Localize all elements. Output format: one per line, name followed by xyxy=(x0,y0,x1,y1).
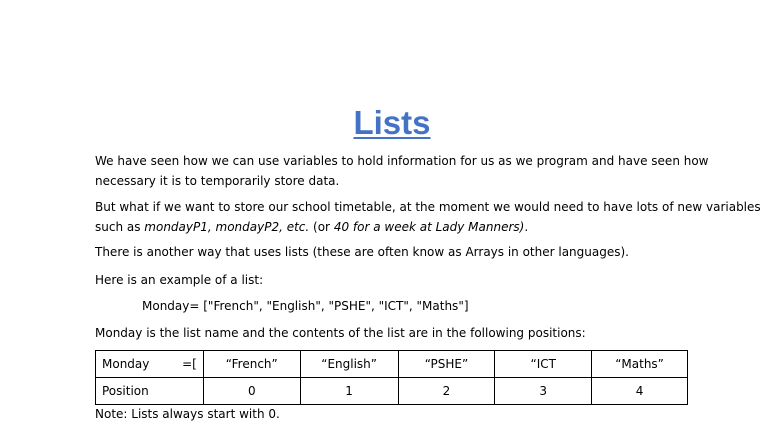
table-cell-position: 1 xyxy=(300,378,398,405)
timetable-paragraph xyxy=(95,197,761,237)
intro-paragraph xyxy=(95,151,709,191)
open-bracket: =[ xyxy=(182,357,197,371)
timetable-text-e: . xyxy=(524,220,529,234)
arrays-paragraph: There is another way that uses lists (these are often know as Arrays in other languages). xyxy=(95,245,629,259)
code-example: Monday= ["French", "English", "PSHE", "ICT", "Maths"] xyxy=(142,299,469,313)
table-cell-item: “English” xyxy=(300,351,398,378)
table-cell-position: 2 xyxy=(398,378,495,405)
table-cell-list-name xyxy=(96,351,204,378)
timetable-line-1: But what if we want to store our school timetable, at the moment we would need to have lots of new variables xyxy=(95,200,761,214)
list-positions-table xyxy=(95,350,688,405)
table-cell-item: “Maths” xyxy=(592,351,688,378)
positions-paragraph: Monday is the list name and the contents of the list are in the following positions: xyxy=(95,326,586,340)
table-row xyxy=(96,378,688,405)
table-cell-position: 4 xyxy=(592,378,688,405)
table-cell-position: 0 xyxy=(203,378,300,405)
timetable-text-c: (or xyxy=(309,220,334,234)
timetable-line-2 xyxy=(95,217,695,237)
intro-line-1: We have seen how we can use variables to hold information for us as we program and have seen how xyxy=(95,154,709,168)
page-title: Lists xyxy=(353,104,431,141)
list-name-label: Monday xyxy=(102,357,150,371)
position-label: Position xyxy=(96,378,204,405)
table-cell-position: 3 xyxy=(495,378,592,405)
note-text: Note: Lists always start with 0. xyxy=(95,407,280,421)
timetable-text-a: such as xyxy=(95,220,145,234)
intro-line-2: necessary it is to temporarily store data. xyxy=(95,174,340,188)
example-intro: Here is an example of a list: xyxy=(95,273,264,287)
variable-examples: mondayP1, mondayP2, etc. xyxy=(144,220,310,234)
table-cell-item: “ICT xyxy=(495,351,592,378)
table-row xyxy=(96,351,688,378)
table-cell-item: “French” xyxy=(203,351,300,378)
table-cell-item: “PSHE” xyxy=(398,351,495,378)
week-note: 40 for a week at Lady Manners) xyxy=(333,220,525,234)
